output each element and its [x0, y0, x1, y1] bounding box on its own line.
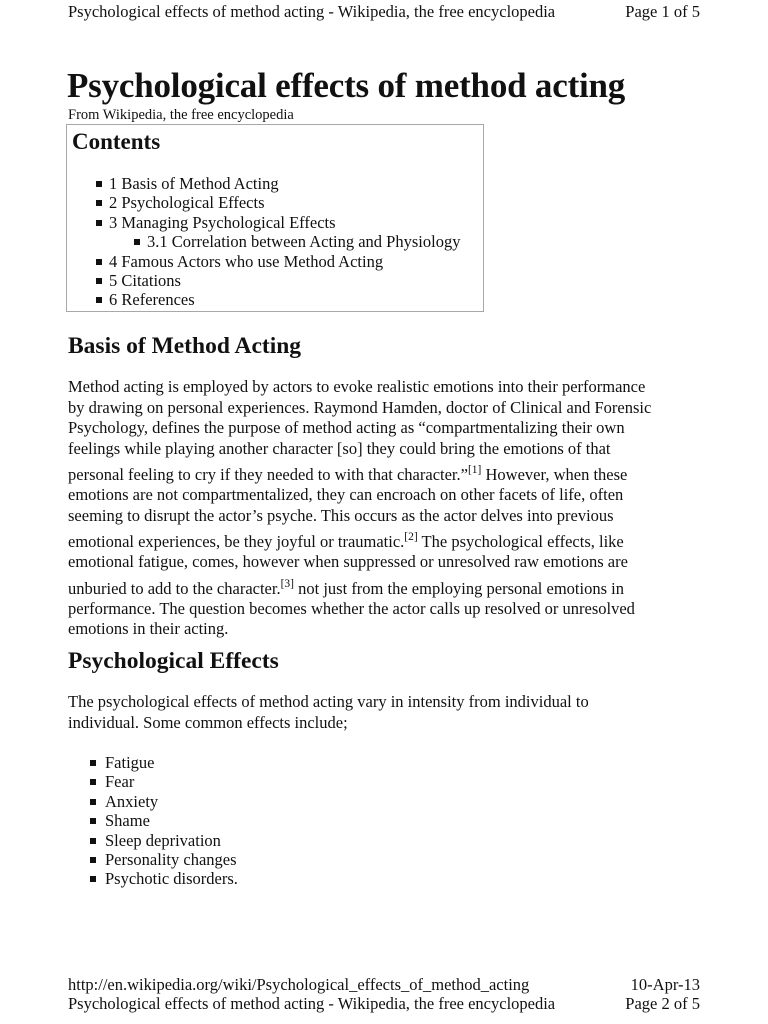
- bullet-icon: [96, 297, 102, 303]
- toc-item-label: 4 Famous Actors who use Method Acting: [109, 251, 384, 271]
- toc-item-famous-actors[interactable]: [96, 252, 460, 271]
- text-line: The psychological effects of method acting vary in intensity from individual to: [68, 692, 589, 711]
- list-item: [90, 772, 238, 791]
- list-item-label: Anxiety: [105, 791, 159, 811]
- text-line: feelings while playing another character [so] they could bring the emotions of that: [68, 438, 611, 458]
- text-segment: emotional experiences, be they joyful or traumatic.: [68, 532, 405, 551]
- bullet-icon: [90, 799, 96, 805]
- text-segment: personal feeling to cry if they needed to with that character.”: [68, 465, 468, 484]
- toc-item-references[interactable]: [96, 290, 460, 309]
- citation-1[interactable]: [1]: [467, 464, 482, 476]
- bullet-icon: [90, 857, 96, 863]
- toc-item-citations[interactable]: [96, 271, 460, 290]
- list-item-label: Psychotic disorders.: [105, 869, 238, 889]
- toc-item-label: 6 References: [109, 290, 195, 310]
- footer-url[interactable]: http://en.wikipedia.org/wiki/Psychological_effects_of_method_acting: [68, 975, 530, 994]
- text-segment: The psychological effects, like: [417, 532, 624, 551]
- page-title: Psychological effects of method acting: [67, 66, 626, 105]
- list-item-label: Fatigue: [105, 753, 155, 772]
- bullet-icon: [96, 278, 102, 284]
- list-item: [90, 753, 238, 772]
- toc-item-psychological-effects[interactable]: [96, 193, 460, 212]
- text-line: emotions are not compartmentalized, they can encroach on other facets of life, often: [68, 485, 624, 504]
- site-subtitle: From Wikipedia, the free encyclopedia: [68, 107, 294, 123]
- text-segment: unburied to add to the character.: [68, 578, 281, 598]
- toc-item-managing[interactable]: [96, 213, 460, 232]
- bullet-icon: [90, 760, 96, 766]
- page-footer: [68, 975, 700, 995]
- bullet-icon: [96, 200, 102, 206]
- bullet-icon: [90, 779, 96, 785]
- toc-item-label: 3.1 Correlation between Acting and Physiology: [147, 232, 461, 252]
- list-item: [90, 869, 238, 888]
- toc-item-label: 1 Basis of Method Acting: [109, 174, 279, 193]
- section-paragraph-psychological-effects: [68, 692, 708, 733]
- section-heading-basis: Basis of Method Acting: [68, 333, 302, 359]
- bullet-icon: [90, 838, 96, 844]
- list-item: [90, 831, 238, 850]
- bullet-icon: [96, 181, 102, 187]
- bullet-icon: [96, 259, 102, 265]
- bullet-icon: [96, 220, 102, 226]
- list-item-label: Fear: [105, 772, 135, 792]
- footer-date: 10-Apr-13: [630, 975, 700, 994]
- next-header-title: Psychological effects of method acting - Wikipedia, the free encyclopedia: [68, 994, 556, 1013]
- section-heading-psychological-effects: Psychological Effects: [68, 648, 279, 674]
- next-page-header: [68, 994, 700, 1014]
- text-line: performance. The question becomes whether the actor calls up resolved or unresolved: [68, 598, 635, 618]
- text-line: Method acting is employed by actors to evoke realistic emotions into their performance: [68, 377, 646, 396]
- text-line: emotions in their acting.: [68, 619, 229, 638]
- effects-list: [90, 753, 238, 889]
- toc-item-label: 3 Managing Psychological Effects: [109, 212, 336, 232]
- text-line: emotional fatigue, comes, however when suppressed or unresolved raw emotions are: [68, 552, 628, 571]
- page-header: [68, 2, 700, 22]
- header-page-number: Page 1 of 5: [625, 2, 700, 21]
- toc-item-label: 5 Citations: [109, 271, 181, 291]
- table-of-contents: [66, 124, 484, 312]
- text-segment: not just from the employing personal emotions in: [294, 578, 624, 598]
- text-line: [68, 526, 708, 552]
- text-segment: However, when these: [481, 465, 628, 484]
- toc-item-correlation[interactable]: [134, 232, 460, 251]
- toc-list: [96, 174, 460, 310]
- bullet-icon: [90, 818, 96, 824]
- text-line: [68, 459, 708, 485]
- next-header-page-number: Page 2 of 5: [625, 994, 700, 1013]
- toc-item-label: 2 Psychological Effects: [109, 193, 265, 213]
- section-paragraph-basis: [68, 377, 708, 640]
- text-line: by drawing on personal experiences. Raymond Hamden, doctor of Clinical and Forensic: [68, 397, 652, 417]
- bullet-icon: [90, 876, 96, 882]
- text-line: Psychology, defines the purpose of method acting as “compartmentalizing their own: [68, 418, 625, 437]
- list-item-label: Shame: [105, 811, 150, 831]
- text-line: individual. Some common effects include;: [68, 712, 348, 732]
- list-item: [90, 792, 238, 811]
- bullet-icon: [134, 239, 140, 245]
- text-line: [68, 573, 708, 599]
- text-line: seeming to disrupt the actor’s psyche. This occurs as the actor delves into previous: [68, 505, 614, 525]
- citation-2[interactable]: [2]: [404, 531, 418, 543]
- toc-item-basis[interactable]: [96, 174, 460, 193]
- list-item-label: Personality changes: [105, 850, 237, 870]
- citation-3[interactable]: [3]: [280, 577, 295, 590]
- header-title: Psychological effects of method acting - Wikipedia, the free encyclopedia: [68, 2, 556, 21]
- toc-title: Contents: [72, 129, 161, 154]
- list-item-label: Sleep deprivation: [105, 830, 221, 850]
- list-item: [90, 811, 238, 830]
- list-item: [90, 850, 238, 869]
